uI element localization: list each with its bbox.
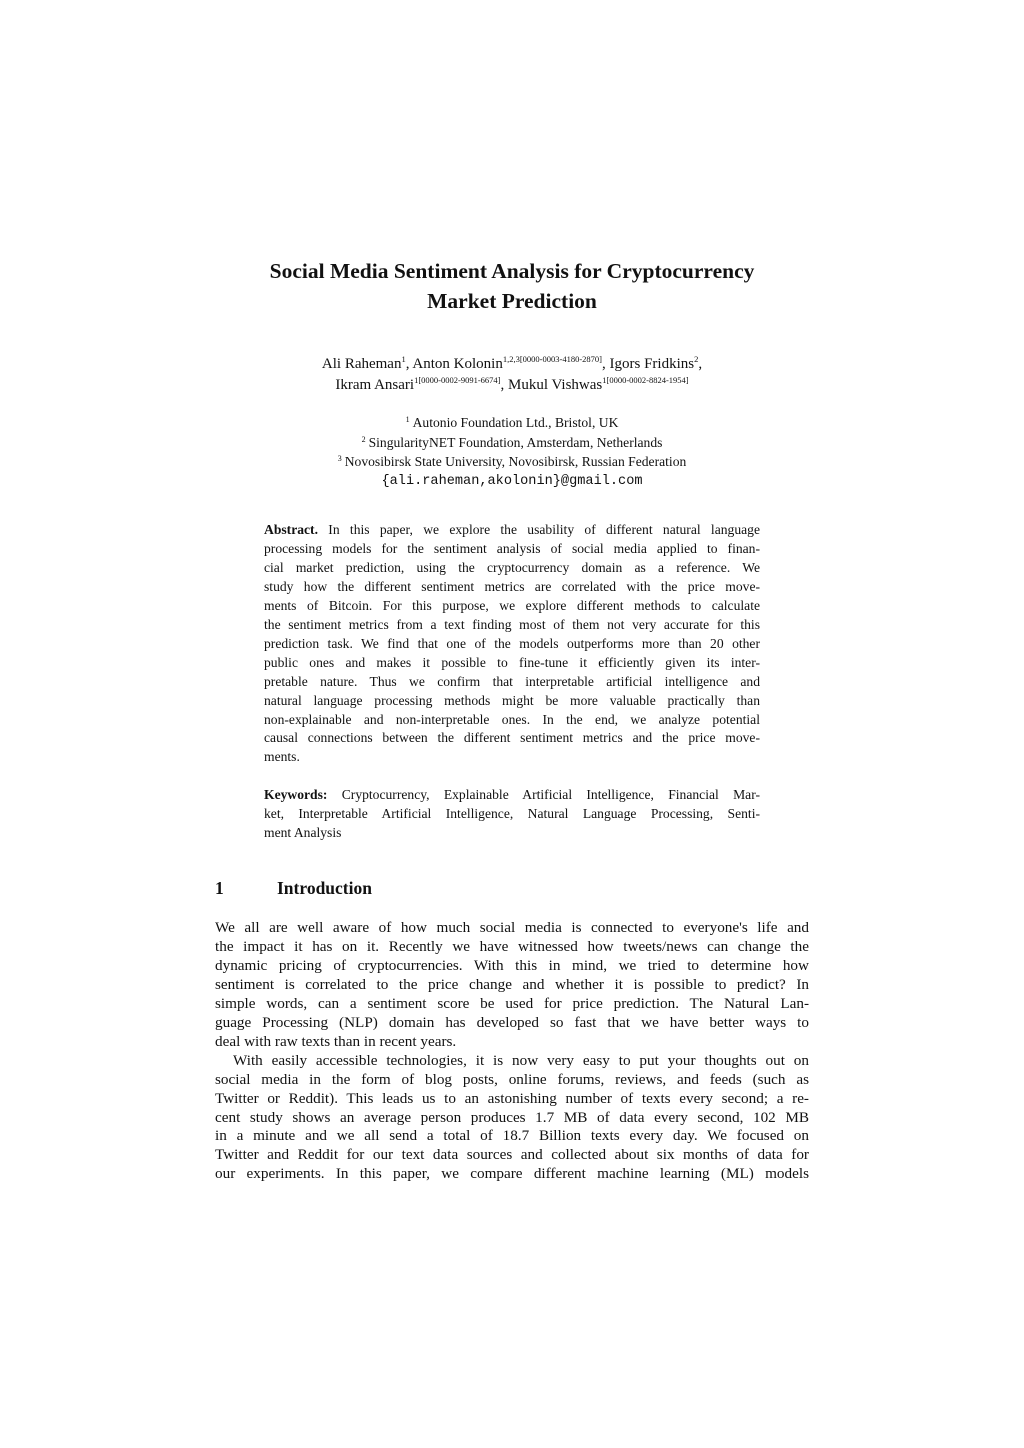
abstract-line: natural language processing methods might be more valuable practically than — [264, 692, 760, 708]
body-line: Twitter and Reddit for our text data sources and collected about six months of data for — [215, 1146, 809, 1164]
contact-email: {ali.raheman,akolonin}@gmail.com — [381, 473, 643, 489]
author-name: Ali Raheman — [321, 356, 402, 372]
body-line: sentiment is correlated to the price change and whether it is possible to predict? In — [215, 975, 809, 993]
author-affil-marker: 1,2,3[0000-0003-4180-2870] — [502, 354, 602, 364]
author-line: Ikram Ansari$^{1[0000-0002-9091-6674]}$, Mukul Vishwas$^{1[0000-0002-8824-1954]}$ — [335, 375, 689, 393]
affiliation — [0, 413, 1024, 433]
body-line: dynamic pricing of cryptocurrencies. With this in mind, we tried to determine how — [215, 956, 809, 974]
body-line: Twitter or Reddit). This leads us to an astonishing number of texts every second; a re- — [215, 1089, 809, 1107]
keywords-line: ment Analysis — [264, 824, 342, 840]
section-title: Introduction — [277, 878, 372, 898]
introduction-body — [215, 919, 809, 1184]
body-line: cent study shows an average person produces 1.7 MB of data every second, 102 MB — [215, 1108, 809, 1126]
author-name: Mukul Vishwas — [507, 377, 603, 393]
abstract-line: non-explainable and non-interpretable ones. In the end, we analyze potential — [264, 711, 760, 727]
section-number: 1 — [215, 878, 224, 898]
title-line: Social Media Sentiment Analysis for Cryptocurrency — [269, 259, 755, 283]
author-affil-marker: 1 — [401, 354, 406, 364]
author-list — [0, 354, 1024, 396]
section-heading — [215, 876, 372, 900]
body-line: deal with raw texts than in recent years. — [215, 1032, 457, 1050]
abstract-line: public ones and makes it possible to fine-tune it efficiently given its inter- — [264, 654, 760, 670]
abstract-line: ments of Bitcoin. For this purpose, we explore different methods to calculate — [264, 597, 760, 613]
body-line: social media in the form of blog posts, online forums, reviews, and feeds (such as — [215, 1070, 809, 1088]
abstract-line: study how the different sentiment metrics are correlated with the price move- — [264, 578, 760, 594]
author-name: Igors Fridkins — [609, 356, 695, 372]
author-affil-marker: 1[0000-0002-9091-6674] — [414, 375, 501, 385]
affiliation — [0, 433, 1024, 453]
affiliation — [0, 452, 1024, 472]
author-line: Ali Raheman$^1$, Anton Kolonin$^{1,2,3[0000-0003-4180-2870]}$, Igors Fridkins$^2$, — [321, 354, 703, 372]
keywords — [264, 786, 760, 843]
body-line: We all are well aware of how much social media is connected to everyone's life and — [215, 919, 809, 936]
abstract-line: pretable nature. Thus we confirm that interpretable artificial intelligence and — [264, 673, 760, 689]
keywords-label: Keywords: — [264, 787, 328, 802]
body-line: our experiments. In this paper, we compare different machine learning (ML) models — [215, 1165, 809, 1183]
affiliation-marker: 1 — [405, 415, 410, 424]
body-line: guage Processing (NLP) domain has developed so fast that we have better ways to — [215, 1013, 809, 1031]
title-line: Market Prediction — [427, 289, 597, 313]
abstract-line: cial market prediction, using the cryptocurrency domain as a reference. We — [264, 559, 760, 575]
keywords-line: Keywords: Cryptocurrency, Explainable Artificial Intelligence, Financial Mar- — [264, 787, 760, 802]
abstract-line: ments. — [264, 749, 300, 765]
author-name: Anton Kolonin — [412, 356, 503, 372]
abstract-line: processing models for the sentiment analysis of social media applied to finan- — [264, 540, 760, 556]
keywords-line: ket, Interpretable Artificial Intelligence, Natural Language Processing, Senti- — [264, 805, 760, 821]
affiliation-text: SingularityNET Foundation, Amsterdam, Netherlands — [368, 434, 663, 450]
affiliation-text: Novosibirsk State University, Novosibirsk, Russian Federation — [344, 454, 687, 469]
abstract-line: the sentiment metrics from a text finding most of them not very accurate for this — [264, 616, 760, 632]
abstract-line: causal connections between the different sentiment metrics and the price move- — [264, 730, 760, 746]
body-line: in a minute and we all send a total of 18.7 Billion texts every day. We focused on — [215, 1127, 809, 1145]
affiliation-text: Autonio Foundation Ltd., Bristol, UK — [412, 415, 619, 430]
affiliation-marker: 2 — [361, 434, 366, 444]
abstract-line: Abstract. In this paper, we explore the usability of different natural language — [264, 522, 760, 537]
abstract-line: prediction task. We find that one of the models outperforms more than 20 other — [264, 635, 760, 651]
author-name: Ikram Ansari — [335, 377, 415, 393]
affiliation-list — [0, 413, 1024, 491]
abstract — [264, 521, 760, 767]
body-line: With easily accessible technologies, it is now very easy to put your thoughts out on — [233, 1051, 809, 1069]
affiliation-marker: 3 — [337, 454, 342, 463]
body-line: the impact it has on it. Recently we have witnessed how tweets/news can change the — [215, 937, 809, 955]
body-line: simple words, can a sentiment score be used for price prediction. The Natural Lan- — [215, 994, 809, 1012]
author-affil-marker: 2 — [694, 354, 699, 364]
abstract-label: Abstract. — [264, 522, 318, 537]
author-affil-marker: 1[0000-0002-8824-1954] — [602, 375, 689, 385]
paper-title — [0, 256, 1024, 316]
